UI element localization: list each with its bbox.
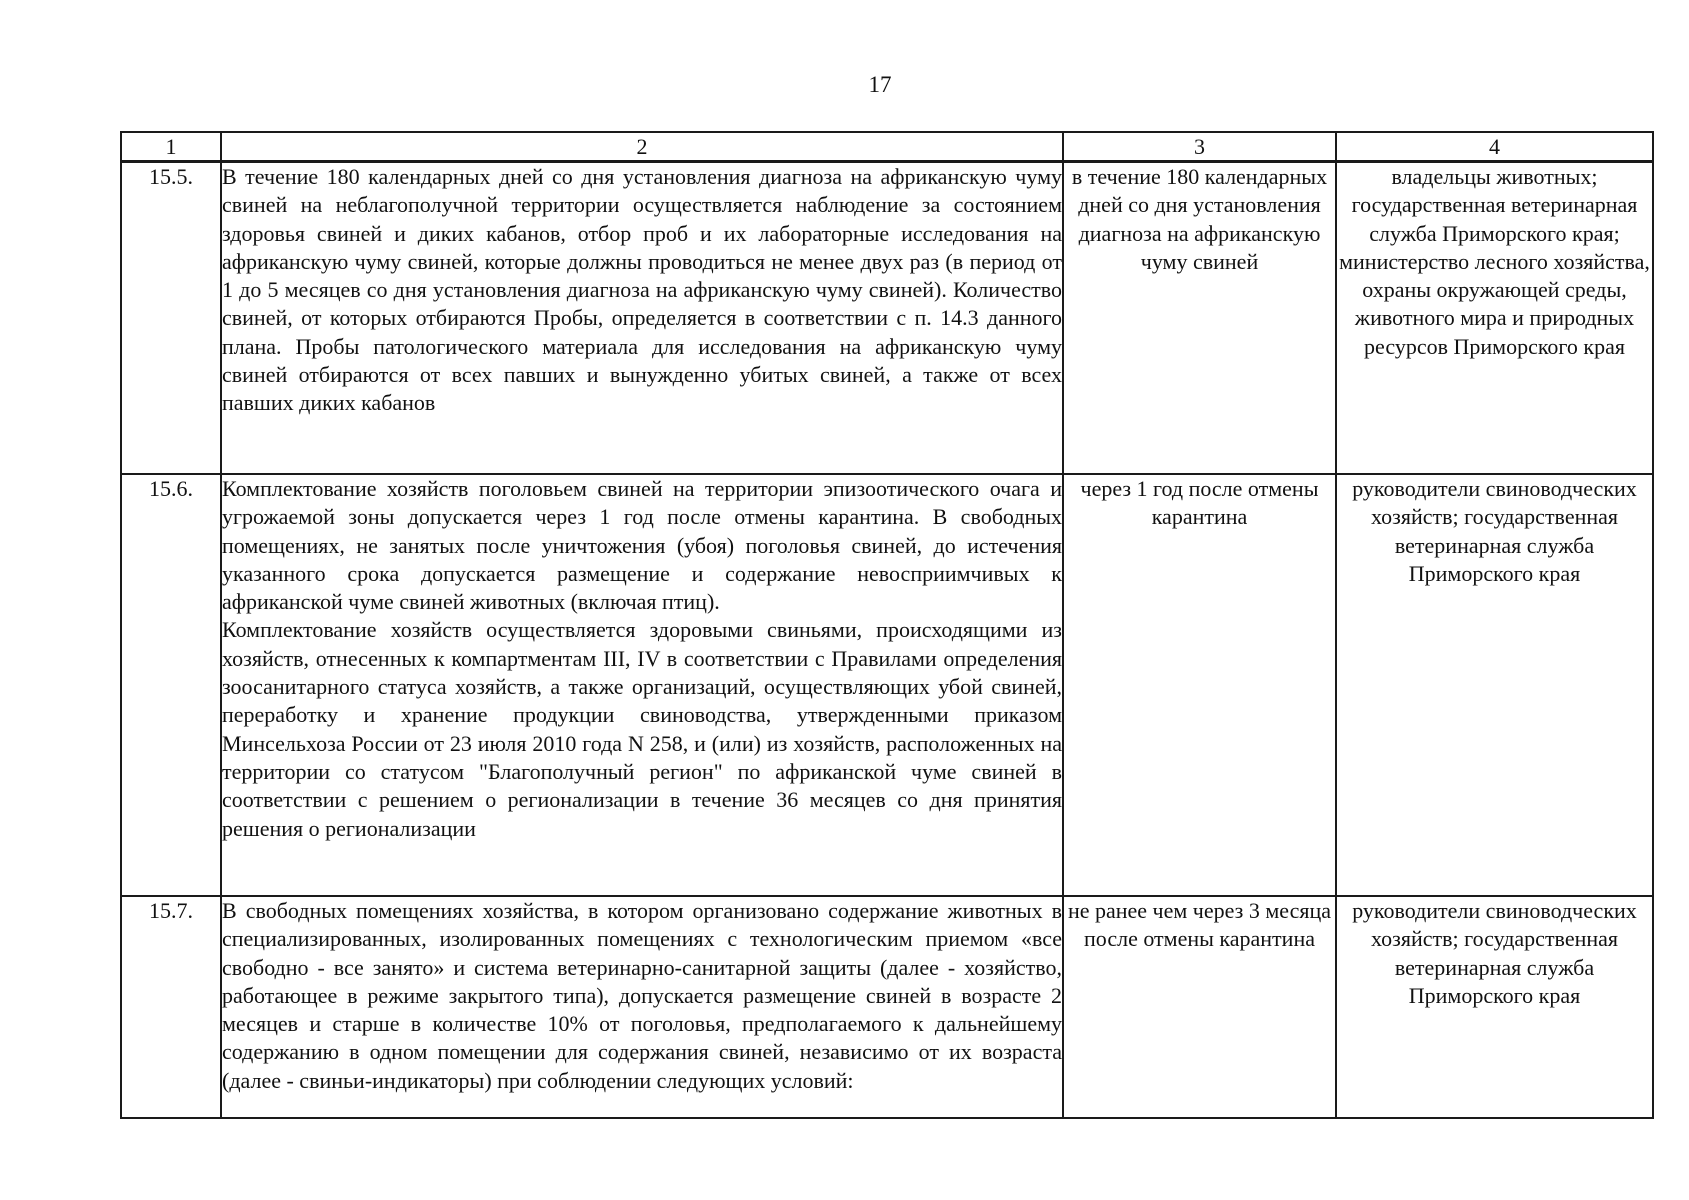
measure-paragraph: В течение 180 календарных дней со дня установления диагноза на африканскую чуму свиней на неблагополучной территории осуществляется наблюдение за состоянием здоровья свиней и диких кабанов, отбор проб и их лабораторные исследования на африканскую чуму свиней, которые должны проводиться не менее двух раз (в период от 1 до 5 месяцев со дня установления диагноза на африканскую чуму свиней). Количество свиней, от которых отбираются Пробы, определяется в соответствии с п. 14.3 данного плана. Пробы патологического материала для исследования на африканскую чуму свиней отбираются от всех павших и вынужденно убитых свиней, а также от всех павших диких кабанов (222, 164, 1062, 416)
measure-term: через 1 год после отмены карантина (1063, 474, 1336, 896)
column-responsible-header: 4 (1336, 132, 1653, 162)
measure-responsible: владельцы животных; государственная ветеринарная служба Приморского края; министерство лесного хозяйства, охраны окружающей среды, животного мира и природных ресурсов Приморского края (1336, 162, 1653, 475)
column-number-header: 1 (121, 132, 221, 162)
measure-responsible: руководители свиноводческих хозяйств; государственная ветеринарная служба Приморского края (1336, 474, 1653, 896)
measures-table (120, 131, 1654, 1119)
measure-description (221, 896, 1063, 1118)
row-number: 15.5. (121, 162, 221, 475)
measure-responsible: руководители свиноводческих хозяйств; государственная ветеринарная служба Приморского края (1336, 896, 1653, 1118)
measure-description (221, 162, 1063, 475)
measure-term: в течение 180 календарных дней со дня установления диагноза на африканскую чуму свиней (1063, 162, 1336, 475)
column-term-header: 3 (1063, 132, 1336, 162)
column-measure-header: 2 (221, 132, 1063, 162)
table-row (121, 474, 1653, 896)
measure-paragraph: Комплектование хозяйств поголовьем свиней на территории эпизоотического очага и угрожаемой зоны допускается через 1 год после отмены карантина. В свободных помещениях, не занятых после уничтожения (убоя) поголовья свиней, до истечения указанного срока допускается размещение и содержание невосприимчивых к африканской чуме свиней животных (включая птиц). (222, 476, 1062, 615)
measure-description (221, 474, 1063, 896)
table-row (121, 896, 1653, 1118)
measure-paragraph: Комплектование хозяйств осуществляется здоровыми свиньями, происходящими из хозяйств, отнесенных к компартментам III, IV в соответствии с Правилами определения зоосанитарного статуса хозяйств, а также организаций, осуществляющих убой свиней, переработку и хранение продукции свиноводства, утвержденными приказом Минсельхоза России от 23 июля 2010 года N 258, и (или) из хозяйств, расположенных на территории со статусом "Благополучный регион" по африканской чуме свиней в соответствии с решением о регионализации в течение 36 месяцев со дня принятия решения о регионализации (222, 617, 1062, 841)
page-number: 17 (868, 72, 892, 97)
row-number: 15.7. (121, 896, 221, 1118)
table-header-row (121, 132, 1653, 162)
row-number: 15.6. (121, 474, 221, 896)
table-row (121, 162, 1653, 475)
measure-term: не ранее чем через 3 месяца после отмены карантина (1063, 896, 1336, 1118)
measure-paragraph: В свободных помещениях хозяйства, в котором организовано содержание животных в специализированных, изолированных помещениях с технологическим приемом «все свободно - все занято» и система ветеринарно-санитарной защиты (далее - хозяйство, работающее в режиме закрытого типа), допускается размещение свиней в возрасте 2 месяцев и старше в количестве 10% от поголовья, предполагаемого к дальнейшему содержанию в одном помещении для содержания свиней, независимо от их возраста (далее - свиньи-индикаторы) при соблюдении следующих условий: (222, 898, 1062, 1093)
